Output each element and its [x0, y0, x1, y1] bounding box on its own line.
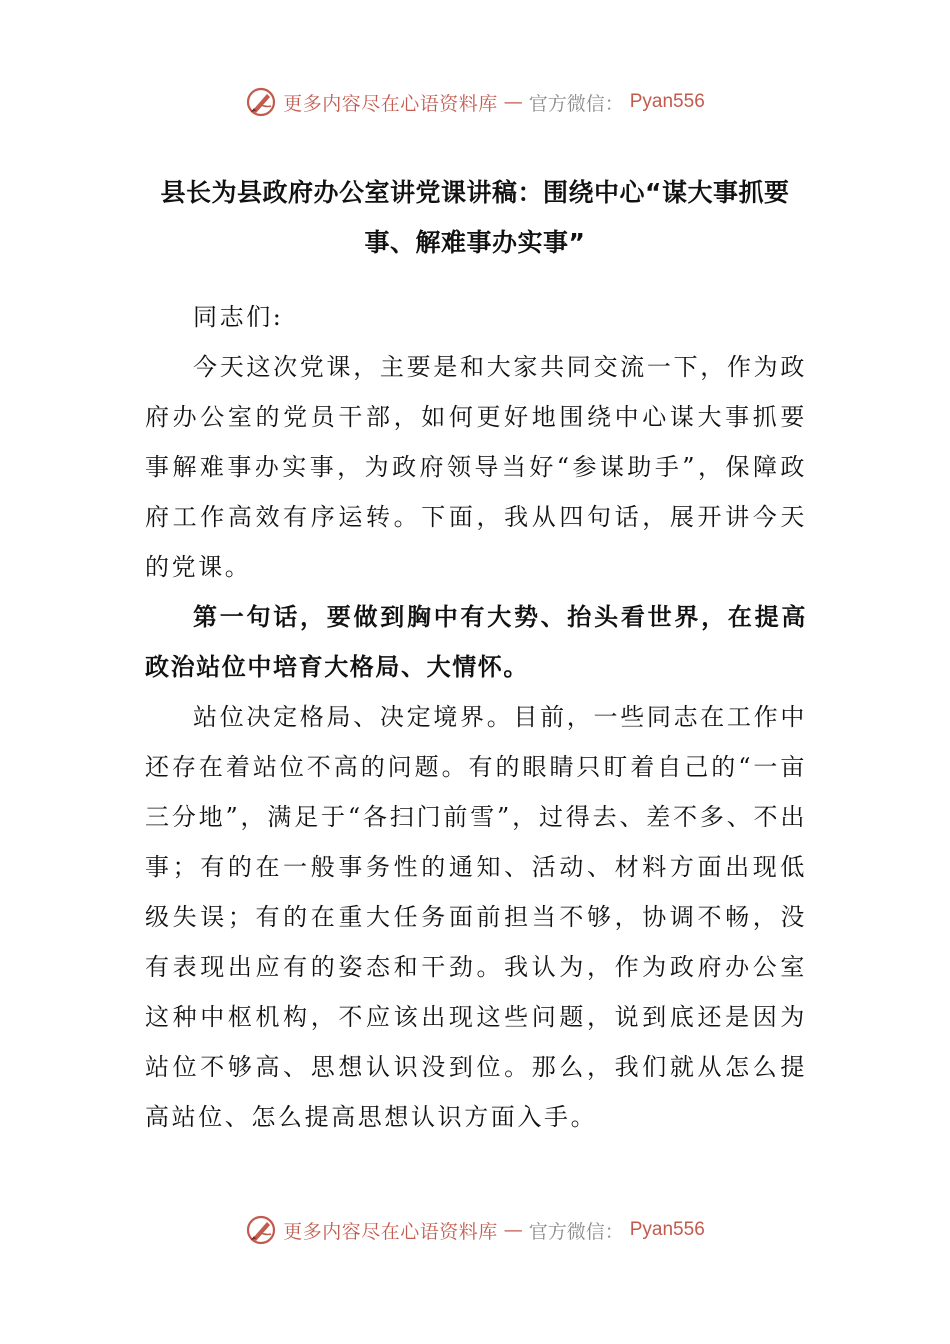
paragraph-section-1: 站位决定格局、决定境界。目前，一些同志在工作中还存在着站位不高的问题。有的眼睛只盯着自己的“一亩三分地”，满足于“各扫门前雪”，过得去、差不多、不出事；有的在一般事务性的通知、活动、材料方面出现低级失误；有的在重大任务面前担当不够，协调不畅，没有表现出应有的姿态和干劲。我认为，作为政府办公室这种中枢机构，不应该出现这些问题，说到底还是因为站位不够高、思想认识没到位。那么，我们就从怎么提高站位、怎么提高思想认识方面入手。 — [145, 703, 807, 1131]
paragraph-intro: 今天这次党课，主要是和大家共同交流一下，作为政府办公室的党员干部，如何更好地围绕中心谋大事抓要事解难事办实事，为政府领导当好“参谋助手”，保障政府工作高效有序运转。下面，我从四句话，展开讲今天的党课。 — [145, 353, 807, 581]
watermark-footer — [0, 1210, 950, 1250]
watermark-dash: — — [503, 1219, 523, 1241]
watermark-header — [0, 82, 950, 122]
watermark-site-text: 更多内容尽在心语资料库 — [283, 1220, 498, 1243]
greeting: 同志们: — [193, 303, 284, 331]
pen-logo-icon — [245, 86, 277, 118]
section-heading-1: 第一句话，要做到胸中有大势、抬头看世界，在提高政治站位中培育大格局、大情怀。 — [145, 603, 807, 681]
watermark-site-text: 更多内容尽在心语资料库 — [283, 92, 498, 115]
watermark-wechat-id: Pyan556 — [629, 1219, 705, 1240]
pen-logo-icon — [245, 1214, 277, 1246]
watermark-wechat-label: 官方微信： — [528, 1220, 624, 1243]
watermark-wechat-label: 官方微信： — [528, 92, 624, 115]
watermark-wechat-id: Pyan556 — [629, 91, 705, 112]
document-title: 县长为县政府办公室讲党课讲稿：围绕中心“谋大事抓要事、解难事办实事” — [160, 178, 790, 257]
watermark-dash: — — [503, 91, 523, 113]
document-body — [145, 292, 807, 1142]
